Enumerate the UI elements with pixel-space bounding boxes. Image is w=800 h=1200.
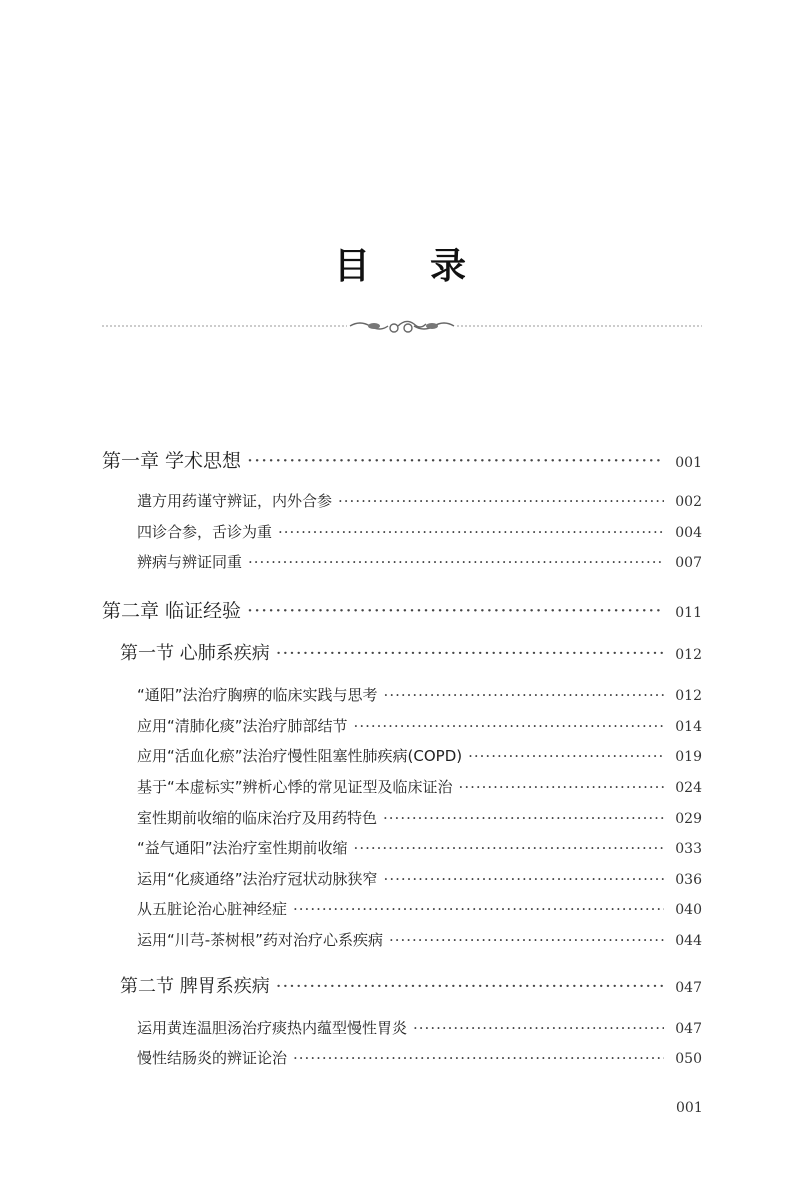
toc-entry-page: 002 xyxy=(675,494,702,510)
toc-entry-title: 慢性结肠炎的辨证论治 xyxy=(137,1049,288,1067)
toc-article-entry[interactable] xyxy=(137,868,702,889)
toc-entry-title: 运用“川芎-茶树根”药对治疗心系疾病 xyxy=(137,931,383,949)
toc-entry-title: 四诊合参，舌诊为重 xyxy=(137,523,273,541)
toc-chapter-entry[interactable] xyxy=(102,446,702,473)
dot-leader xyxy=(338,492,664,510)
toc-entry-title: “益气通阳”法治疗室性期前收缩 xyxy=(137,839,348,857)
toc-section-entry[interactable] xyxy=(120,639,702,665)
dot-leader xyxy=(276,976,664,997)
toc-entry-page: 004 xyxy=(675,525,702,541)
dot-leader xyxy=(468,747,664,765)
toc-entry-page: 033 xyxy=(675,841,702,857)
toc-entry-page: 029 xyxy=(675,811,702,827)
toc-entry-title: “通阳”法治疗胸痹的临床实践与思考 xyxy=(137,686,378,704)
toc-entry-title: 遣方用药谨守辨证，内外合参 xyxy=(137,492,333,510)
dot-leader xyxy=(384,686,664,704)
toc-entry-page: 001 xyxy=(675,455,702,471)
dot-leader xyxy=(293,900,664,918)
toc-entry-title: 运用黄连温胆汤治疗痰热内蕴型慢性胃炎 xyxy=(137,1019,408,1037)
dot-leader xyxy=(383,809,664,827)
toc-entry-page: 036 xyxy=(675,872,702,888)
toc-entry-title: 第二章 临证经验 xyxy=(102,600,242,622)
toc-article-entry[interactable] xyxy=(137,1047,702,1068)
dot-leader xyxy=(248,553,664,571)
toc-entry-page: 014 xyxy=(675,719,702,735)
toc-entry-page: 012 xyxy=(675,688,702,704)
dot-leader xyxy=(384,870,664,888)
toc-entry-title: 应用“活血化瘀”法治疗慢性阻塞性肺疾病(COPD) xyxy=(137,747,463,765)
dot-leader xyxy=(247,450,664,472)
toc-chapter-entry[interactable] xyxy=(102,596,702,623)
toc-entry-page: 011 xyxy=(675,605,702,621)
page-title: 目录 xyxy=(333,245,526,287)
toc-article-entry[interactable] xyxy=(137,1017,702,1038)
toc-article-entry[interactable] xyxy=(137,898,702,919)
toc-entry-page: 047 xyxy=(675,1021,702,1037)
toc-entry-page: 019 xyxy=(675,749,702,765)
toc-entry-title: 第一章 学术思想 xyxy=(102,450,242,472)
toc-entry-page: 024 xyxy=(675,780,702,796)
toc-article-entry[interactable] xyxy=(137,715,702,736)
toc-entry-title: 辨病与辨证同重 xyxy=(137,553,243,571)
toc-article-entry[interactable] xyxy=(137,929,702,950)
toc-entry-page: 044 xyxy=(675,933,702,949)
toc-section-entry[interactable] xyxy=(120,972,702,998)
dot-leader xyxy=(278,523,664,541)
dot-leader xyxy=(459,778,664,796)
toc-article-entry[interactable] xyxy=(137,490,702,511)
dot-leader xyxy=(276,643,664,664)
toc-entry-title: 从五脏论治心脏神经症 xyxy=(137,900,288,918)
toc-article-entry[interactable] xyxy=(137,551,702,572)
dot-leader xyxy=(354,717,664,735)
toc-entry-page: 040 xyxy=(675,902,702,918)
dot-leader xyxy=(413,1019,664,1037)
toc-entry-title: 室性期前收缩的临床治疗及用药特色 xyxy=(137,809,378,827)
toc-article-entry[interactable] xyxy=(137,837,702,858)
toc-article-entry[interactable] xyxy=(137,776,702,797)
toc-article-entry[interactable] xyxy=(137,745,702,766)
toc-article-entry[interactable] xyxy=(137,807,702,828)
page-number: 001 xyxy=(676,1100,703,1116)
toc-entry-page: 007 xyxy=(675,555,702,571)
toc-entry-page: 047 xyxy=(675,980,702,996)
toc-entry-title: 运用“化痰通络”法治疗冠状动脉狭窄 xyxy=(137,870,378,888)
ornament-divider xyxy=(102,316,702,336)
toc-entry-page: 050 xyxy=(675,1051,702,1067)
toc-entry-title: 第二节 脾胃系疾病 xyxy=(120,976,270,997)
toc-article-entry[interactable] xyxy=(137,684,702,705)
toc-entry-title: 应用“清肺化痰”法治疗肺部结节 xyxy=(137,717,348,735)
dot-leader xyxy=(247,600,664,622)
toc-article-entry[interactable] xyxy=(137,521,702,542)
dot-leader xyxy=(293,1049,664,1067)
toc-entry-page: 012 xyxy=(675,647,702,663)
dot-leader xyxy=(354,839,664,857)
toc-entry-title: 基于“本虚标实”辨析心悸的常见证型及临床证治 xyxy=(137,778,453,796)
dot-leader xyxy=(389,931,664,949)
toc-entry-title: 第一节 心肺系疾病 xyxy=(120,643,270,664)
